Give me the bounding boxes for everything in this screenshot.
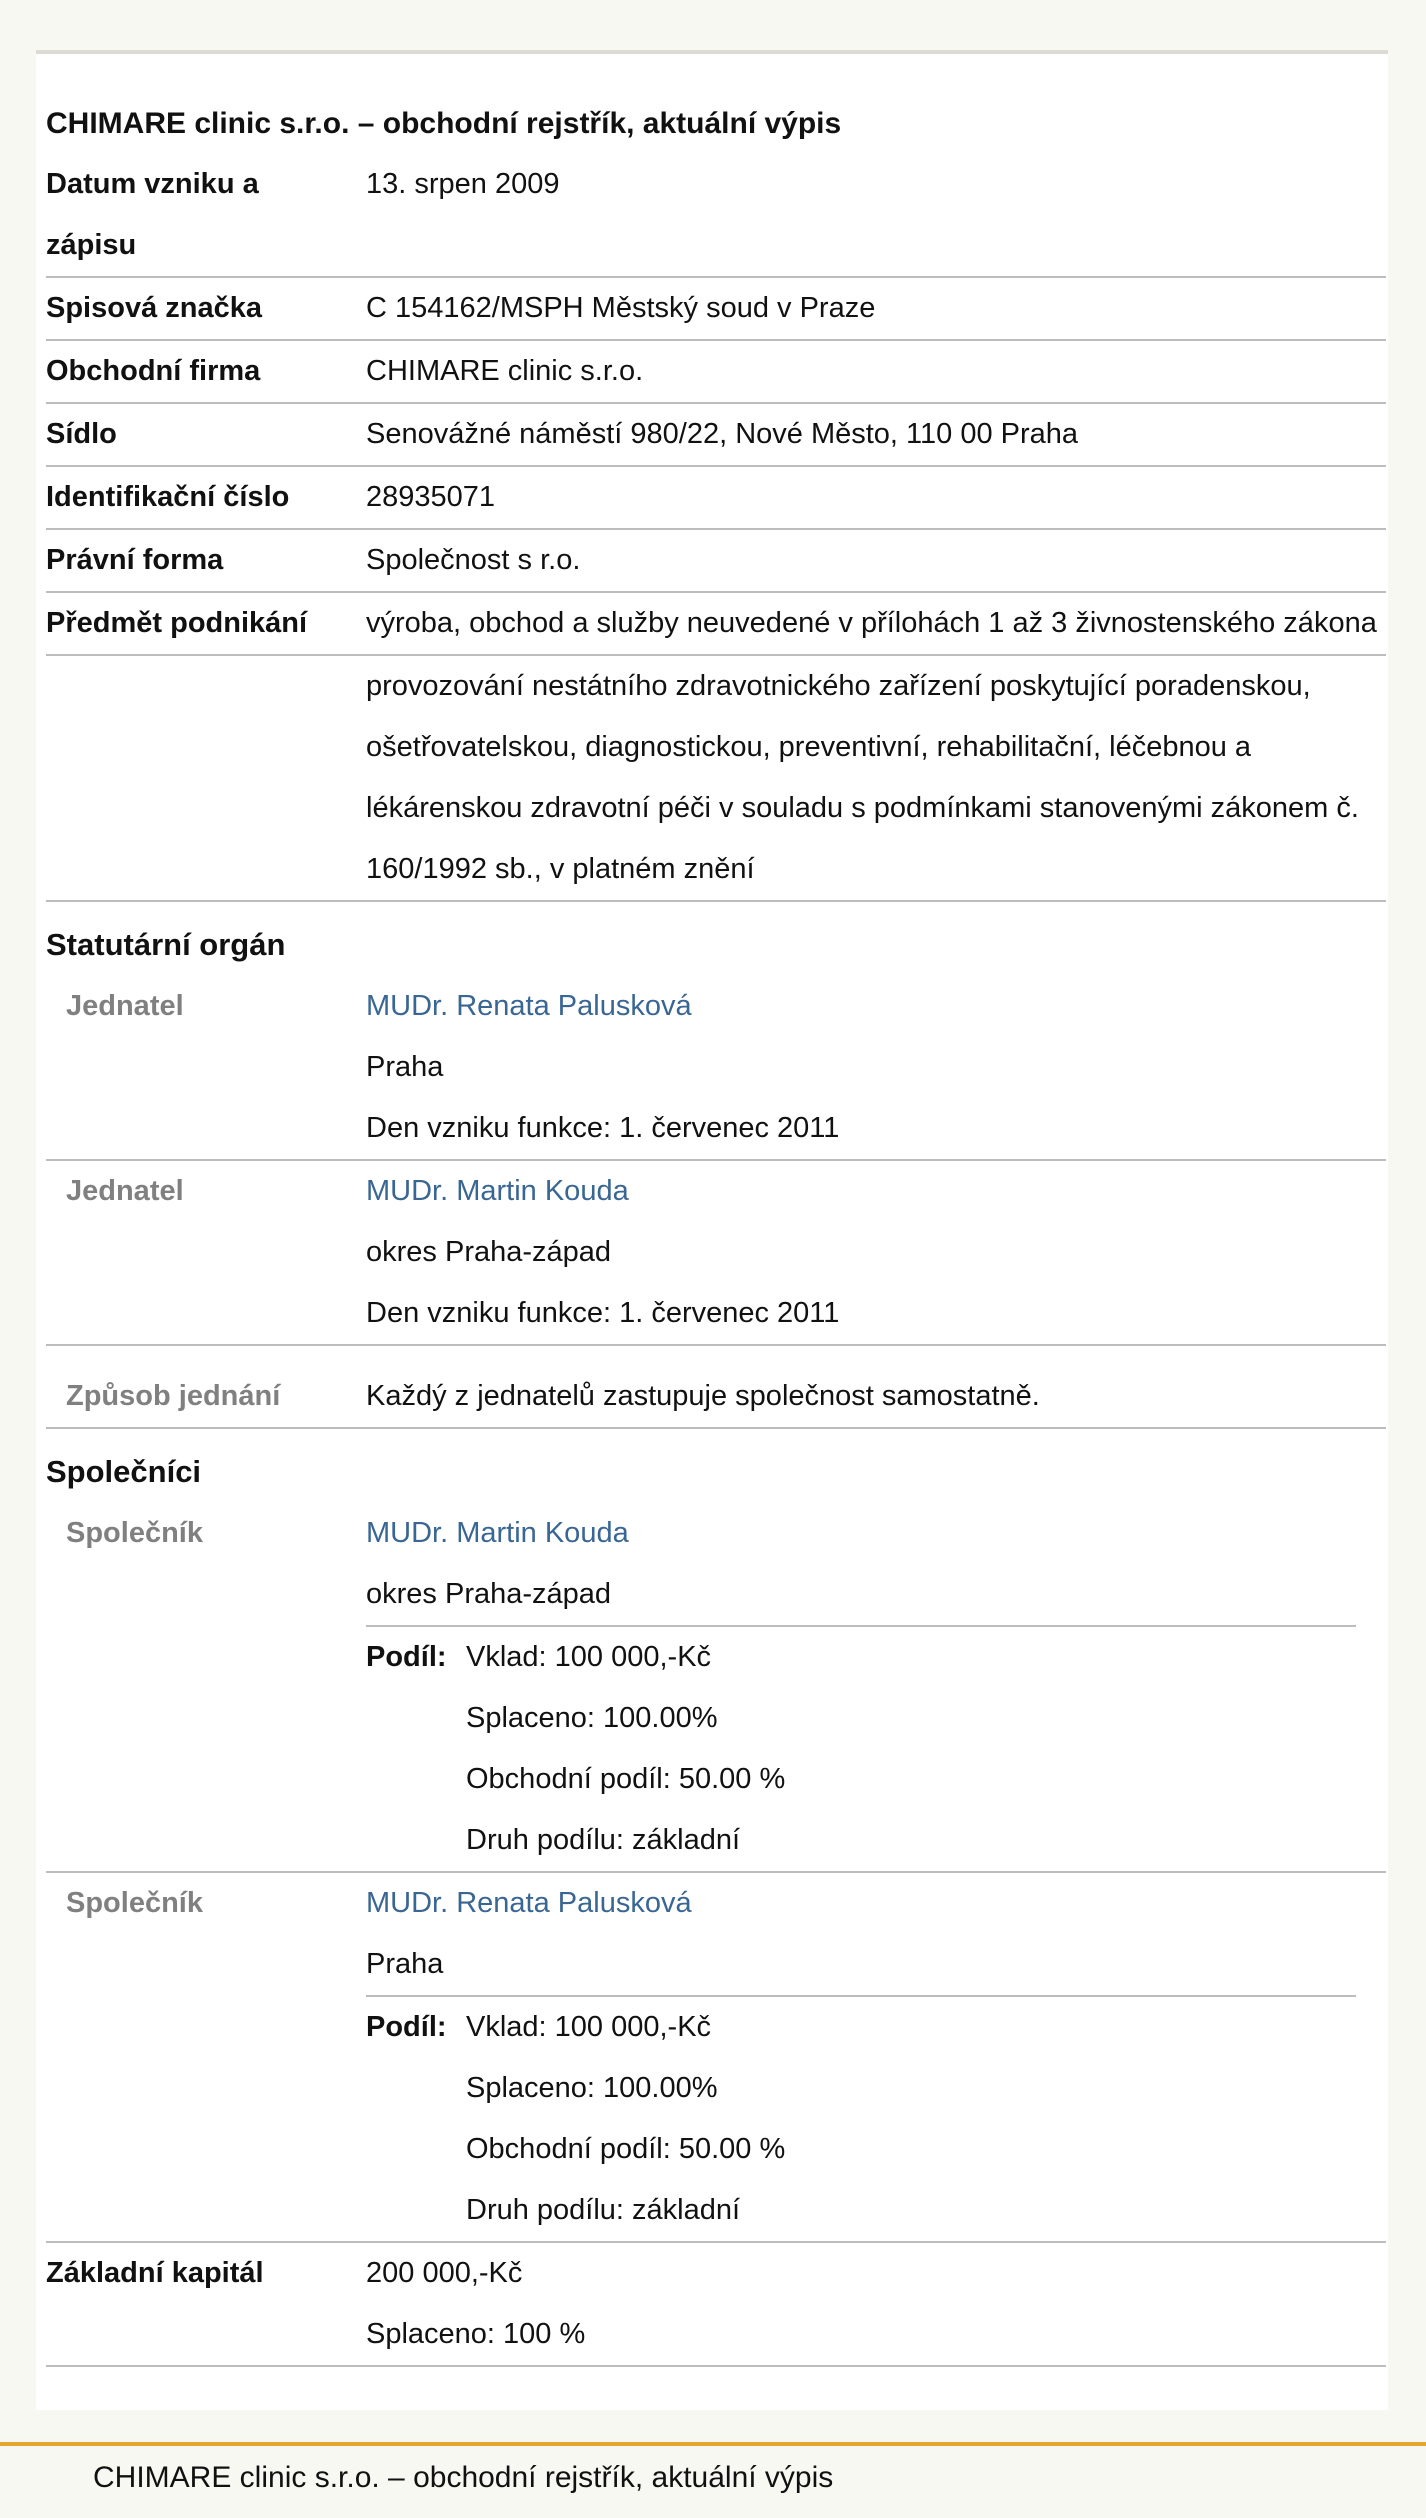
value-zpusob: Každý z jednatelů zastupuje společnost samostatně. bbox=[366, 1380, 1040, 1412]
section-statutarni: Statutární orgán bbox=[46, 927, 286, 962]
row-spisova bbox=[46, 278, 1386, 341]
footer-bar bbox=[0, 2442, 1426, 2518]
person-place: Praha bbox=[366, 1948, 444, 1980]
kapital-value: 200 000,-Kč bbox=[366, 2257, 523, 2289]
row-sidlo bbox=[46, 404, 1386, 467]
row-spolecnik-2 bbox=[46, 1873, 1386, 2243]
label-jednatel: Jednatel bbox=[66, 1175, 184, 1207]
row-predmet-1 bbox=[46, 593, 1386, 656]
value-kapital bbox=[366, 2243, 1386, 2365]
podil-obchodni: Obchodní podíl: 50.00 % bbox=[466, 1763, 786, 1795]
person-link[interactable]: MUDr. Renata Palusková bbox=[366, 1887, 692, 1919]
row-firma bbox=[46, 341, 1386, 404]
row-datum bbox=[46, 154, 1386, 278]
label-jednatel: Jednatel bbox=[66, 990, 184, 1022]
podil-druh: Druh podílu: základní bbox=[466, 2194, 741, 2226]
value-spolecnik-2 bbox=[366, 1873, 1386, 2241]
row-spolecnik-1 bbox=[46, 1503, 1386, 1873]
label-ic: Identifikační číslo bbox=[46, 481, 290, 513]
podil-splaceno: Splaceno: 100.00% bbox=[466, 1702, 718, 1734]
person-since: Den vzniku funkce: 1. červenec 2011 bbox=[366, 1112, 840, 1144]
register-card bbox=[36, 50, 1388, 2410]
label-forma: Právní forma bbox=[46, 544, 224, 576]
podil-label: Podíl: bbox=[366, 1641, 447, 1673]
label-datum: Datum vzniku a zápisu bbox=[46, 168, 259, 261]
row-jednatel-1 bbox=[46, 976, 1386, 1161]
podil-block bbox=[366, 1625, 1356, 1871]
kapital-splaceno: Splaceno: 100 % bbox=[366, 2318, 586, 2350]
row-ic bbox=[46, 467, 1386, 530]
podil-values bbox=[466, 1997, 785, 2241]
person-link[interactable]: MUDr. Renata Palusková bbox=[366, 990, 692, 1022]
label-zpusob: Způsob jednání bbox=[66, 1380, 281, 1412]
footer-text: CHIMARE clinic s.r.o. – obchodní rejstřík, aktuální výpis bbox=[93, 2461, 834, 2494]
value-jednatel-1 bbox=[366, 976, 1386, 1159]
label-kapital: Základní kapitál bbox=[46, 2257, 264, 2289]
row-zpusob bbox=[46, 1346, 1386, 1429]
label-predmet: Předmět podnikání bbox=[46, 607, 308, 639]
podil-block bbox=[366, 1995, 1356, 2241]
label-firma: Obchodní firma bbox=[46, 355, 261, 387]
row-jednatel-2 bbox=[46, 1161, 1386, 1346]
value-predmet-2: provozování nestátního zdravotnického zařízení poskytující poradenskou, ošetřovatelskou, diagnostickou, preventivní, rehabilitační, léčebnou a lékárenskou zdravotní péči v souladu s podmínkami stanovenými zákonem č. 160/1992 sb., v platném znění bbox=[366, 670, 1359, 885]
person-place: Praha bbox=[366, 1051, 444, 1083]
label-empty bbox=[46, 656, 366, 900]
section-spolecnici: Společníci bbox=[46, 1454, 202, 1489]
page-title: CHIMARE clinic s.r.o. – obchodní rejstřík, aktuální výpis bbox=[46, 107, 842, 140]
person-place: okres Praha-západ bbox=[366, 1236, 612, 1268]
value-predmet-1: výroba, obchod a služby neuvedené v přílohách 1 až 3 živnostenského zákona bbox=[366, 607, 1377, 639]
podil-label: Podíl: bbox=[366, 2011, 447, 2043]
value-sidlo: Senovážné náměstí 980/22, Nové Město, 110 00 Praha bbox=[366, 418, 1079, 450]
label-spolecnik: Společník bbox=[66, 1887, 203, 1919]
podil-druh: Druh podílu: základní bbox=[466, 1824, 741, 1856]
podil-vklad: Vklad: 100 000,-Kč bbox=[466, 1641, 712, 1673]
podil-splaceno: Splaceno: 100.00% bbox=[466, 2072, 718, 2104]
value-datum: 13. srpen 2009 bbox=[366, 168, 560, 200]
register-content bbox=[46, 54, 1386, 2367]
value-forma: Společnost s r.o. bbox=[366, 544, 581, 576]
podil-obchodni: Obchodní podíl: 50.00 % bbox=[466, 2133, 786, 2165]
label-spisova: Spisová značka bbox=[46, 292, 262, 324]
podil-vklad: Vklad: 100 000,-Kč bbox=[466, 2011, 712, 2043]
label-spolecnik: Společník bbox=[66, 1517, 203, 1549]
value-firma: CHIMARE clinic s.r.o. bbox=[366, 355, 644, 387]
value-spisova: C 154162/MSPH Městský soud v Praze bbox=[366, 292, 876, 324]
person-place: okres Praha-západ bbox=[366, 1578, 612, 1610]
value-spolecnik-1 bbox=[366, 1503, 1386, 1871]
value-jednatel-2 bbox=[366, 1161, 1386, 1344]
person-link[interactable]: MUDr. Martin Kouda bbox=[366, 1175, 629, 1207]
label-sidlo: Sídlo bbox=[46, 418, 117, 450]
value-ic: 28935071 bbox=[366, 481, 496, 513]
row-predmet-2 bbox=[46, 656, 1386, 902]
row-forma bbox=[46, 530, 1386, 593]
podil-values bbox=[466, 1627, 785, 1871]
row-kapital bbox=[46, 2243, 1386, 2367]
person-since: Den vzniku funkce: 1. červenec 2011 bbox=[366, 1297, 840, 1329]
person-link[interactable]: MUDr. Martin Kouda bbox=[366, 1517, 629, 1549]
